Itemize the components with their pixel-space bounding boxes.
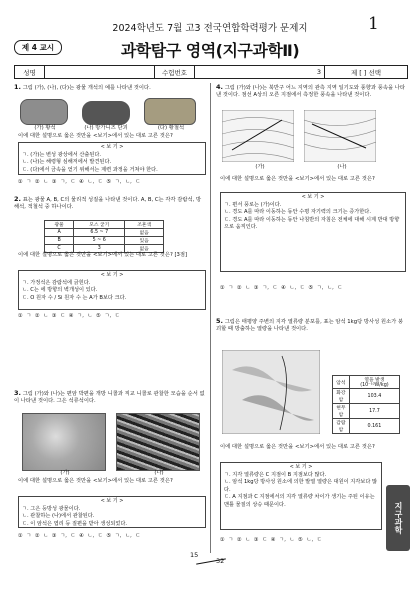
question-5-box bbox=[220, 462, 382, 530]
question-3 bbox=[14, 390, 206, 406]
table-5-cell: 103.4 bbox=[349, 389, 399, 404]
box-1-item-1: ㄱ. (가)는 변성 광상에서 산출된다. bbox=[22, 151, 102, 158]
table-5-cell: 17.7 bbox=[349, 404, 399, 419]
footer-total-pages: 32 bbox=[216, 557, 225, 565]
page-number: 1 bbox=[368, 14, 379, 34]
footer-current-page: 15 bbox=[190, 551, 199, 559]
table-2-header: 조흔색 bbox=[125, 221, 164, 229]
thin-section-image-b bbox=[116, 413, 200, 471]
exam-no-label: 수험번호 bbox=[155, 66, 195, 78]
box-4-item-3: ㄷ. 경도 A를 따라 이동하는 동안 나침반의 자침은 전체에 대해 시계 반대 방향으로 움직인다. bbox=[224, 216, 400, 231]
caption-1c: (다) 황철석 bbox=[157, 125, 185, 131]
box-3-item-3: ㄷ. 이 암석은 엽리 등 질편을 받아 생성되었다. bbox=[22, 520, 128, 527]
table-2-cell: C bbox=[45, 245, 74, 253]
box-4-item-2: ㄴ. 경도 A를 따라 이동하는 동안 수평 자기력의 크기는 증가한다. bbox=[224, 209, 371, 216]
map-figure-a bbox=[222, 110, 294, 162]
caption-4a: (가) bbox=[255, 164, 265, 170]
exam-no-digit: 3 bbox=[195, 66, 325, 78]
box-5-item-3: ㄷ. A 지점과 C 지점에서의 지각 열류량 차이가 생기는 주된 이유는 맨틀 물질의 상승 때문이다. bbox=[224, 494, 375, 508]
mineral-image-b bbox=[82, 101, 130, 125]
question-5-prompt: 이에 대한 설명으로 옳은 것만을 <보기>에서 있는 대로 고른 것은? bbox=[220, 444, 375, 450]
box-5-item-1: ㄱ. 지각 열류량은 C 지점이 B 지점보다 많다. bbox=[224, 471, 327, 478]
question-2-stem: 표는 광물 A, B, C의 물리적 성질을 나타낸 것이다. A, B, C는 각각 감람석, 방해석, 적철석 중 하나이다. bbox=[14, 197, 202, 211]
question-1-prompt: 이에 대한 설명으로 옳은 것만을 <보기>에서 있는 대로 고른 것은? bbox=[18, 133, 173, 139]
question-5-choices[interactable]: ① ㄱ ② ㄴ ③ ㄷ ④ ㄱ, ㄴ ⑤ ㄴ, ㄷ bbox=[220, 537, 322, 543]
thin-section-image-a bbox=[22, 413, 106, 471]
question-4-number: 4. bbox=[216, 83, 223, 91]
box-2-item-1: ㄱ. 가정석은 감람석에 긁힌다. bbox=[22, 279, 91, 286]
box-1-title: < 보 기 > bbox=[100, 144, 124, 150]
caption-4b: (나) bbox=[337, 164, 347, 170]
name-label: 성명 bbox=[15, 66, 45, 78]
caption-3b: (나) bbox=[154, 470, 164, 476]
box-2-title: < 보 기 > bbox=[100, 272, 124, 278]
table-2-cell: 없음 bbox=[125, 245, 164, 253]
question-4-choices[interactable]: ① ㄱ ② ㄴ ③ ㄱ, ㄷ ④ ㄴ, ㄷ ⑤ ㄱ, ㄴ, ㄷ bbox=[220, 285, 343, 291]
table-2-cell: 있음 bbox=[125, 237, 164, 245]
box-4-title: < 보 기 > bbox=[301, 194, 325, 200]
caption-3a: (가) bbox=[60, 470, 70, 476]
question-3-stem: 그림 (가)와 (나)는 편암 박편을 개방 니콜과 직교 니콜로 관찰한 모습을 순서 없이 나타낸 것이다. 그은 석류석이다. bbox=[14, 391, 205, 405]
mineral-image-a bbox=[20, 99, 68, 125]
table-2-cell: 5 ~ 6 bbox=[74, 237, 125, 245]
table-5-cell: 화강암 bbox=[333, 389, 350, 404]
table-5-header: 암석 bbox=[333, 376, 350, 389]
table-5-cell: 현무암 bbox=[333, 404, 350, 419]
table-5-cell: 0.161 bbox=[349, 419, 399, 434]
question-1-box bbox=[18, 142, 206, 175]
question-1 bbox=[14, 84, 206, 92]
question-3-box bbox=[18, 496, 206, 528]
question-5-number: 5. bbox=[216, 317, 223, 325]
question-4-prompt: 이에 대한 설명으로 옳은 것만을 <보기>에서 있는 대로 고른 것은? bbox=[220, 176, 375, 182]
question-4-box bbox=[220, 192, 406, 272]
table-2-cell: 6.5 ~ 7 bbox=[74, 229, 125, 237]
box-1-item-2: ㄴ. (나)는 해령형 심해저에서 발견된다. bbox=[22, 159, 112, 166]
caption-1a: (가) 황석 bbox=[34, 125, 56, 131]
caption-1b: (나) 방가니즈 단괴 bbox=[84, 125, 128, 131]
box-1-item-3: ㄷ. (다)에서 금속을 얻기 위해서는 제련 과정을 거쳐야 한다. bbox=[22, 166, 158, 173]
table-2-header: 모스 굳기 bbox=[74, 221, 125, 229]
question-2-prompt: 이에 대한 설명으로 옳은 것만을 <보기>에서 있는 대로 고른 것은? [3점] bbox=[18, 252, 188, 258]
name-field[interactable] bbox=[45, 66, 155, 78]
box-2-item-3: ㄷ. O 원자 수 / Si 원자 수 는 A가 B보다 크다. bbox=[22, 294, 127, 301]
subject-title: 과학탐구 영역(지구과학Ⅱ) bbox=[120, 41, 300, 60]
question-1-stem: 그림 (가), (나), (다)는 광물 개석의 예를 나타낸 것이다. bbox=[22, 85, 151, 91]
box-3-item-2: ㄴ. 관찰하는 (나)에서 관찰된다. bbox=[22, 513, 95, 520]
table-2-header: 광물 bbox=[45, 221, 74, 229]
question-1-number: 1. bbox=[14, 83, 21, 91]
box-3-title: < 보 기 > bbox=[100, 498, 124, 504]
column-divider bbox=[210, 83, 211, 553]
box-2-item-2: ㄴ. C는 에 방향의 벽개성이 있다. bbox=[22, 287, 98, 294]
period-badge: 제 4 교시 bbox=[14, 40, 62, 55]
mineral-image-c bbox=[144, 98, 196, 125]
table-5-header: 열을 발생 (10⁻¹⁰W/kg) bbox=[349, 376, 399, 389]
candidate-info-row bbox=[14, 65, 408, 79]
heat-flow-map bbox=[222, 350, 320, 434]
box-5-item-2: ㄴ. 암석 1kg당 방사성 원소에 의한 발열 열량은 대원이 지각보다 많다. bbox=[224, 479, 378, 493]
table-5-cell: 감람암 bbox=[333, 419, 350, 434]
table-2-cell: A bbox=[45, 229, 74, 237]
question-3-prompt: 이에 대한 설명으로 옳은 것만을 <보기>에서 있는 대로 고른 것은? bbox=[18, 478, 173, 484]
question-4 bbox=[216, 84, 408, 100]
subject-side-tab: 지구과학 bbox=[386, 485, 410, 551]
question-1-choices[interactable]: ① ㄱ ② ㄴ ③ ㄱ, ㄷ ④ ㄴ, ㄷ ⑤ ㄱ, ㄴ, ㄷ bbox=[18, 179, 141, 185]
question-3-number: 3. bbox=[14, 389, 21, 397]
table-2-cell: 없음 bbox=[125, 229, 164, 237]
question-2-table bbox=[44, 220, 164, 253]
box-4-item-1: ㄱ. 편서 풍로는 (가)이다. bbox=[224, 201, 282, 208]
question-5-table bbox=[332, 375, 400, 434]
question-2-box bbox=[18, 270, 206, 310]
box-5-title: < 보 기 > bbox=[289, 464, 313, 470]
question-2-choices[interactable]: ① ㄱ ② ㄴ ③ ㄷ ④ ㄱ, ㄴ ⑤ ㄱ, ㄷ bbox=[18, 313, 120, 319]
question-2 bbox=[14, 196, 206, 212]
table-2-cell: B bbox=[45, 237, 74, 245]
table-2-cell: 3 bbox=[74, 245, 125, 253]
question-3-choices[interactable]: ① ㄱ ② ㄴ ③ ㄱ, ㄷ ④ ㄴ, ㄷ ⑤ ㄱ, ㄴ, ㄷ bbox=[18, 533, 141, 539]
question-2-number: 2. bbox=[14, 195, 21, 203]
question-4-stem: 그림 (가)와 (나)는 북반구 어느 지역의 관측 지역 일기도와 풍향과 풍속을 나타낸 것이다. 점선 A상의 오른 지점에서 측정한 풍속을 나타낸 것이다. bbox=[216, 85, 405, 99]
choice-label: 제 [ ] 선택 bbox=[350, 68, 382, 77]
box-3-item-1: ㄱ. 그은 등방성 광물이다. bbox=[22, 505, 81, 512]
question-5 bbox=[216, 318, 408, 334]
exam-header-title: 2024학년도 7월 고3 전국연합학력평가 문제지 bbox=[112, 23, 308, 34]
question-5-stem: 그림은 태평양 주변의 지각 열류량 분포를, 표는 암석 1kg당 방사성 원소가 붕괴할 때 방출하는 열량을 나타낸 것이다. bbox=[216, 319, 404, 333]
map-figure-b bbox=[304, 110, 376, 162]
